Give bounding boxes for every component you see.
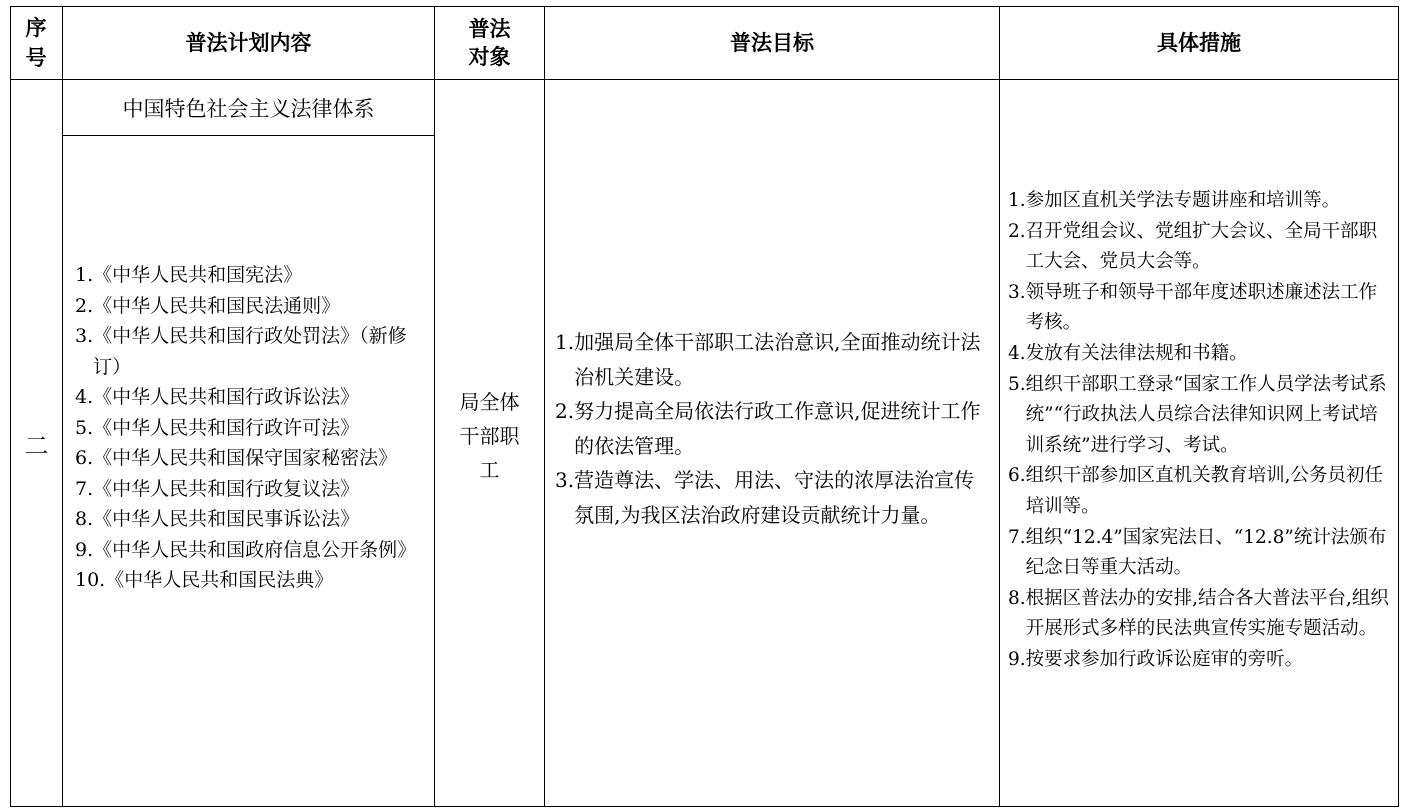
header-index-label: 序号: [25, 15, 47, 70]
goal-item: 1. 加强局全体干部职工法治意识,全面推动统计法治机关建设。: [555, 330, 981, 389]
law-item: 1. 《中华人民共和国宪法》: [75, 264, 303, 286]
section-title-divider: [62, 135, 434, 136]
border-bottom: [10, 806, 1399, 807]
measure-item: 1. 参加区直机关学法专题讲座和培训等。: [1008, 190, 1341, 211]
header-measures-label: 具体措施: [1157, 30, 1241, 55]
measure-item: 2. 召开党组会议、党组扩大会议、全局干部职工大会、党员大会等。: [1008, 220, 1378, 273]
target-text: 局全体干部职工: [459, 389, 520, 482]
header-target-label: 普法对象: [468, 16, 511, 69]
measure-item: 6. 组织干部参加区直机关教育培训,公务员初任培训等。: [1008, 465, 1384, 517]
measure-item: 3. 领导班子和领导干部年度述职述廉述法工作考核。: [1008, 281, 1378, 334]
header-target: [435, 6, 544, 79]
col-divider-4: [999, 6, 1000, 807]
law-item: 5. 《中华人民共和国行政许可法》: [75, 416, 360, 439]
measures-list: [1008, 186, 1392, 676]
header-measures: [1000, 6, 1398, 79]
law-item: 3. 《中华人民共和国行政处罚法》（新修订）: [75, 325, 407, 378]
law-item: 10. 《中华人民共和国民法典》: [75, 569, 334, 591]
target-cell: [435, 80, 544, 806]
header-content: [63, 6, 434, 79]
law-item: 9. 《中华人民共和国政府信息公开条例》: [75, 538, 417, 561]
measure-item: 8. 根据区普法办的安排,结合各大普法平台,组织开展形式多样的民法典宣传实施专题活动。: [1008, 587, 1389, 640]
goal-item: 2. 努力提高全局依法行政工作意识,促进统计工作的依法管理。: [555, 399, 981, 458]
laws-list: [75, 260, 427, 596]
goals-list: [555, 325, 991, 532]
row-index: [11, 80, 62, 806]
law-item: 4. 《中华人民共和国行政诉讼法》: [75, 386, 360, 408]
header-goal-label: 普法目标: [730, 30, 814, 55]
header-goal: [545, 6, 999, 79]
section-title-text: 中国特色社会主义法律体系: [122, 96, 375, 121]
col-divider-3: [544, 6, 545, 807]
measure-item: 9. 按要求参加行政诉讼庭审的旁听。: [1008, 648, 1304, 670]
measure-item: 7. 组织“12.4”国家宪法日、“12.8”统计法颁布纪念日等重大活动。: [1008, 526, 1387, 579]
law-item: 2. 《中华人民共和国民法通则》: [75, 294, 341, 317]
row-index-value: 二: [24, 431, 49, 460]
law-item: 6. 《中华人民共和国保守国家秘密法》: [75, 447, 398, 469]
law-item: 7. 《中华人民共和国行政复议法》: [75, 477, 360, 500]
law-item: 8. 《中华人民共和国民事诉讼法》: [75, 508, 360, 530]
border-right: [1398, 6, 1399, 807]
goal-item: 3. 营造尊法、学法、用法、守法的浓厚法治宣传氛围,为我区法治政府建设贡献统计力量。: [555, 468, 975, 527]
header-index: [18, 6, 54, 79]
header-content-label: 普法计划内容: [185, 30, 312, 55]
measure-item: 4. 发放有关法律法规和书籍。: [1008, 342, 1248, 364]
section-title: [63, 80, 434, 135]
measure-item: 5. 组织干部职工登录“国家工作人员学法考试系统”“行政执法人员综合法律知识网上考试培训系统”进行学习、考试。: [1008, 373, 1387, 456]
